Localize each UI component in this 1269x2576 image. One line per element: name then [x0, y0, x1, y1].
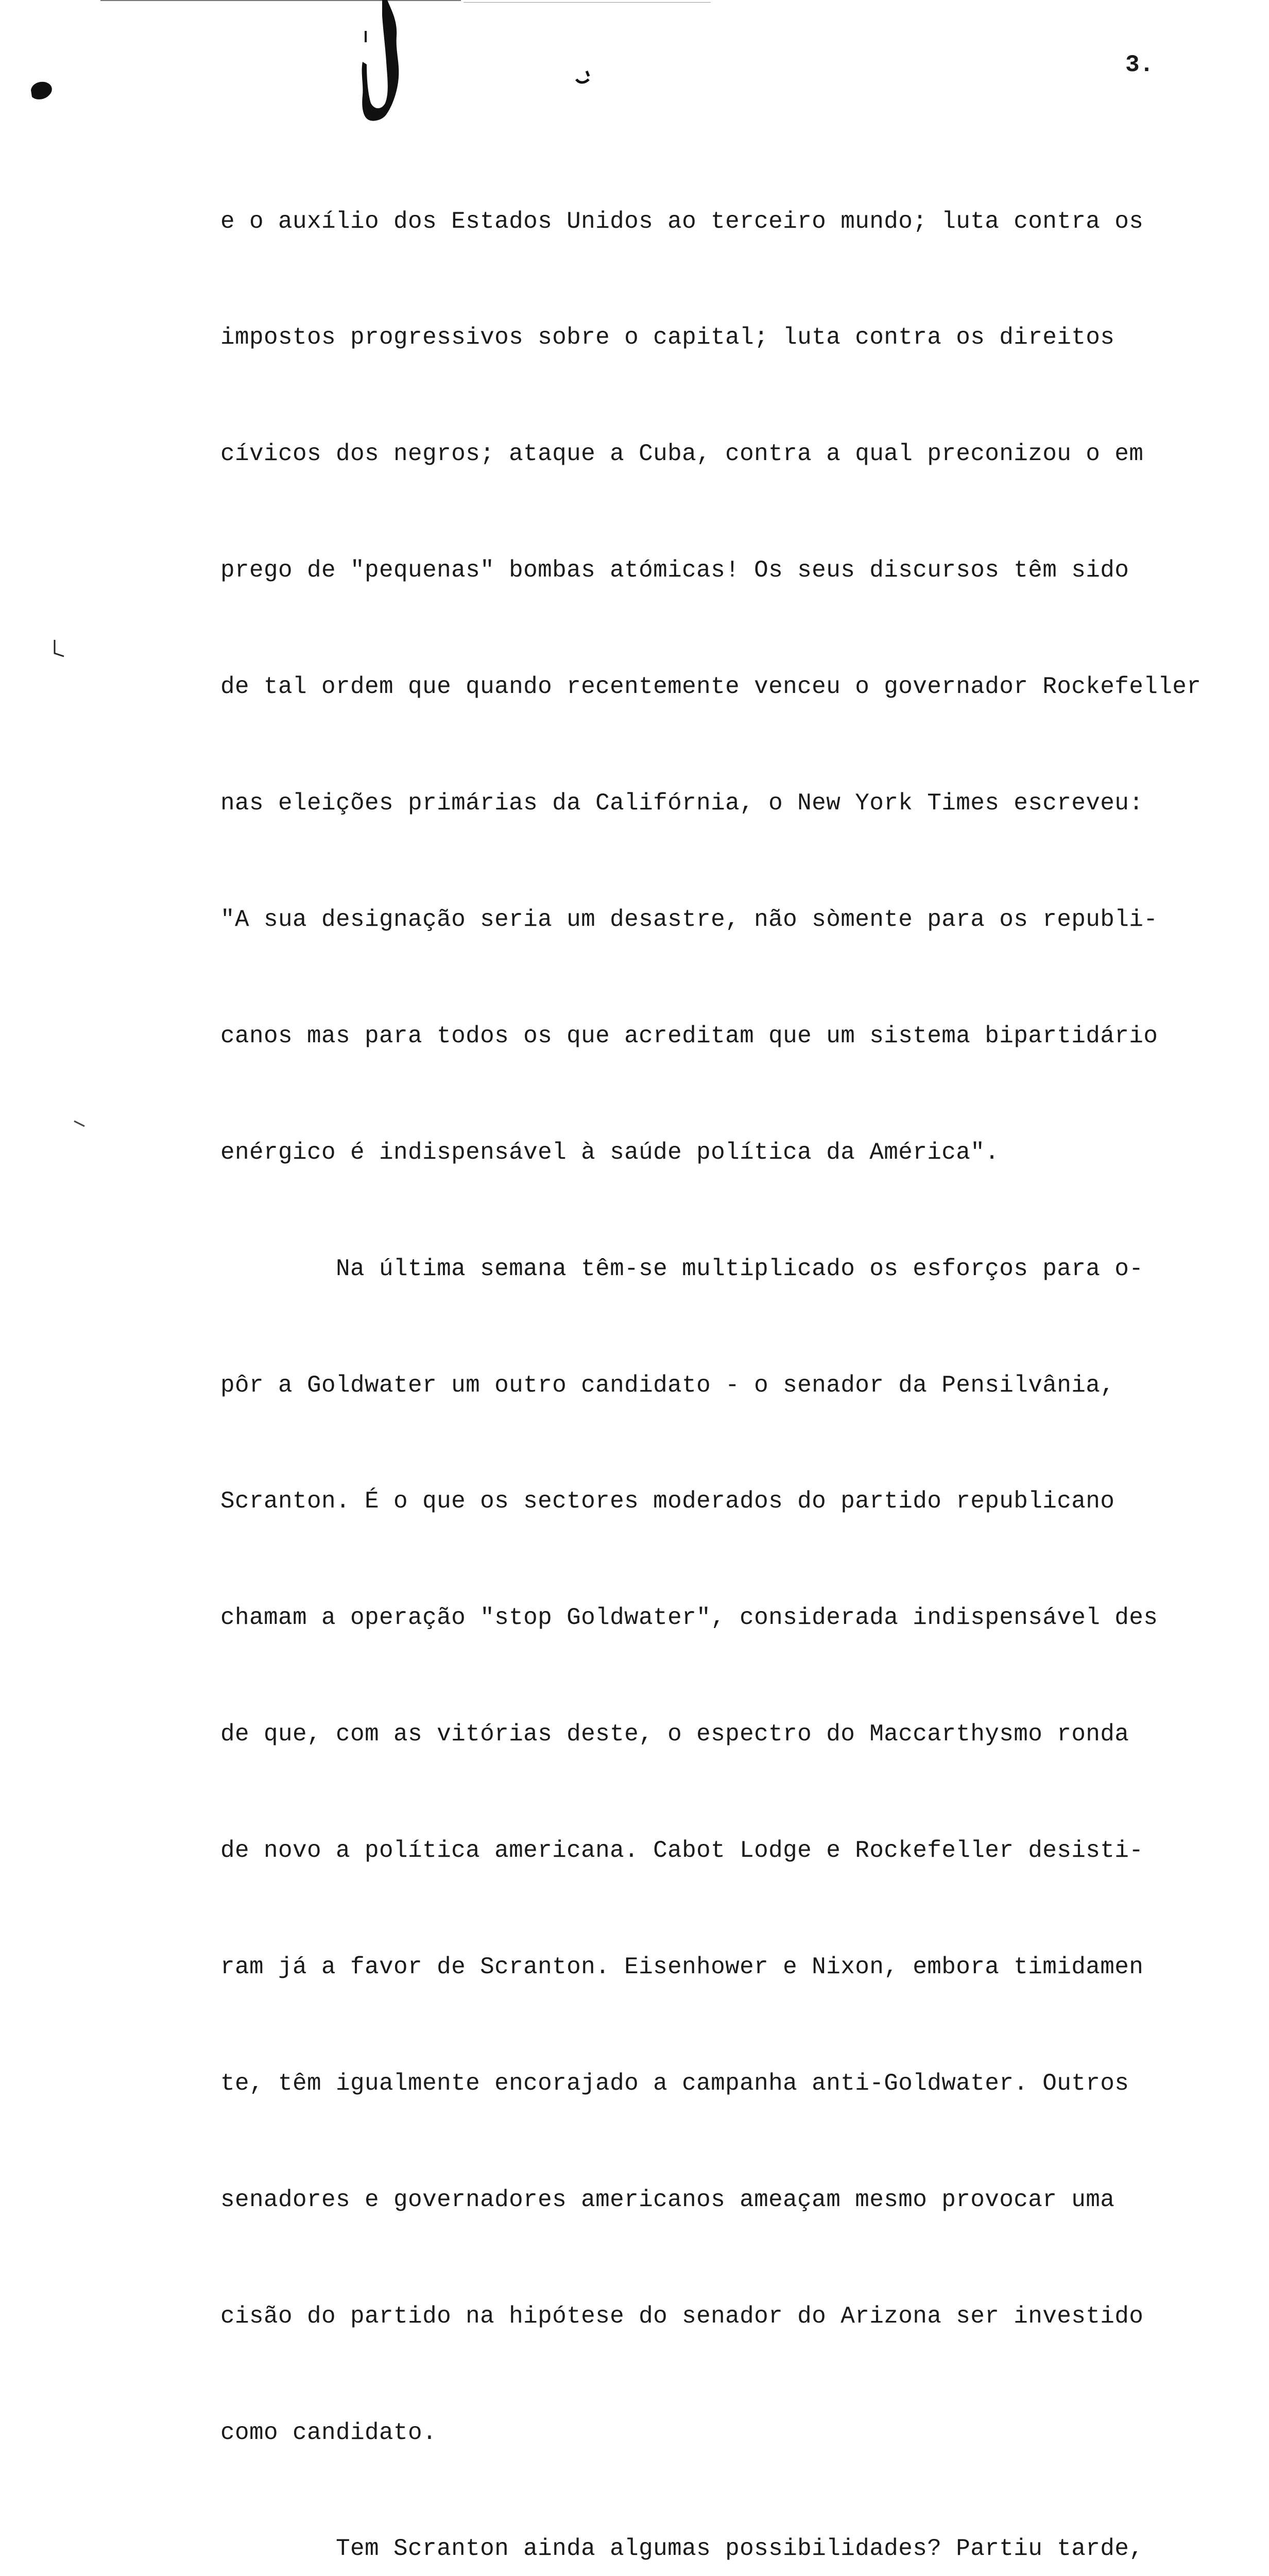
text-line: chamam a operação "stop Goldwater", considerada indispensável des	[220, 1604, 1158, 1632]
text-line: Scranton. É o que os sectores moderados do partido republicano	[220, 1488, 1115, 1515]
text-line: como candidato.	[220, 2419, 437, 2446]
text-line: de novo a política americana. Cabot Lodge e Rockefeller desisti-	[220, 1837, 1144, 1865]
text-line: Tem Scranton ainda algumas possibilidades? Partiu tarde,	[220, 2535, 1144, 2563]
text-line: cívicos dos negros; ataque a Cuba, contra a qual preconizou o em	[220, 440, 1144, 468]
text-line: prego de "pequenas" bombas atómicas! Os seus discursos têm sido	[220, 557, 1129, 584]
top-rule-faint	[464, 2, 711, 3]
text-line: e o auxílio dos Estados Unidos ao terceiro mundo; luta contra os	[220, 208, 1144, 235]
margin-dash-icon	[72, 1118, 88, 1130]
body-text	[220, 125, 1256, 2576]
text-line: te, têm igualmente encorajado a campanha anti-Goldwater. Outros	[220, 2070, 1129, 2097]
ink-spot-icon	[26, 77, 57, 103]
text-line: cisão do partido na hipótese do senador do Arizona ser investido	[220, 2302, 1144, 2330]
text-line: "A sua designação seria um desastre, não sòmente para os republi-	[220, 906, 1158, 933]
text-line: Na última semana têm-se multiplicado os esforços para o-	[220, 1255, 1144, 1282]
text-line: senadores e governadores americanos ameaçam mesmo provocar uma	[220, 2186, 1115, 2213]
text-line: nas eleições primárias da Califórnia, o New York Times escreveu:	[220, 790, 1144, 817]
text-line: pôr a Goldwater um outro candidato - o senador da Pensilvânia,	[220, 1371, 1115, 1399]
ink-blot-icon	[355, 0, 412, 134]
text-line: ram já a favor de Scranton. Eisenhower e Nixon, embora timidamen	[220, 1953, 1144, 1980]
page-number: 3.	[1125, 52, 1154, 78]
text-line: impostos progressivos sobre o capital; luta contra os direitos	[220, 324, 1115, 351]
pen-mark-icon	[574, 66, 595, 87]
text-line: de que, com as vitórias deste, o espectro do Maccarthysmo ronda	[220, 1721, 1129, 1748]
margin-tick-icon	[52, 638, 67, 658]
text-line: canos mas para todos os que acreditam que um sistema bipartidário	[220, 1022, 1158, 1049]
text-line: enérgico é indispensável à saúde política da América".	[220, 1139, 1000, 1166]
text-line: de tal ordem que quando recentemente venceu o governador Rockefeller	[220, 673, 1202, 701]
